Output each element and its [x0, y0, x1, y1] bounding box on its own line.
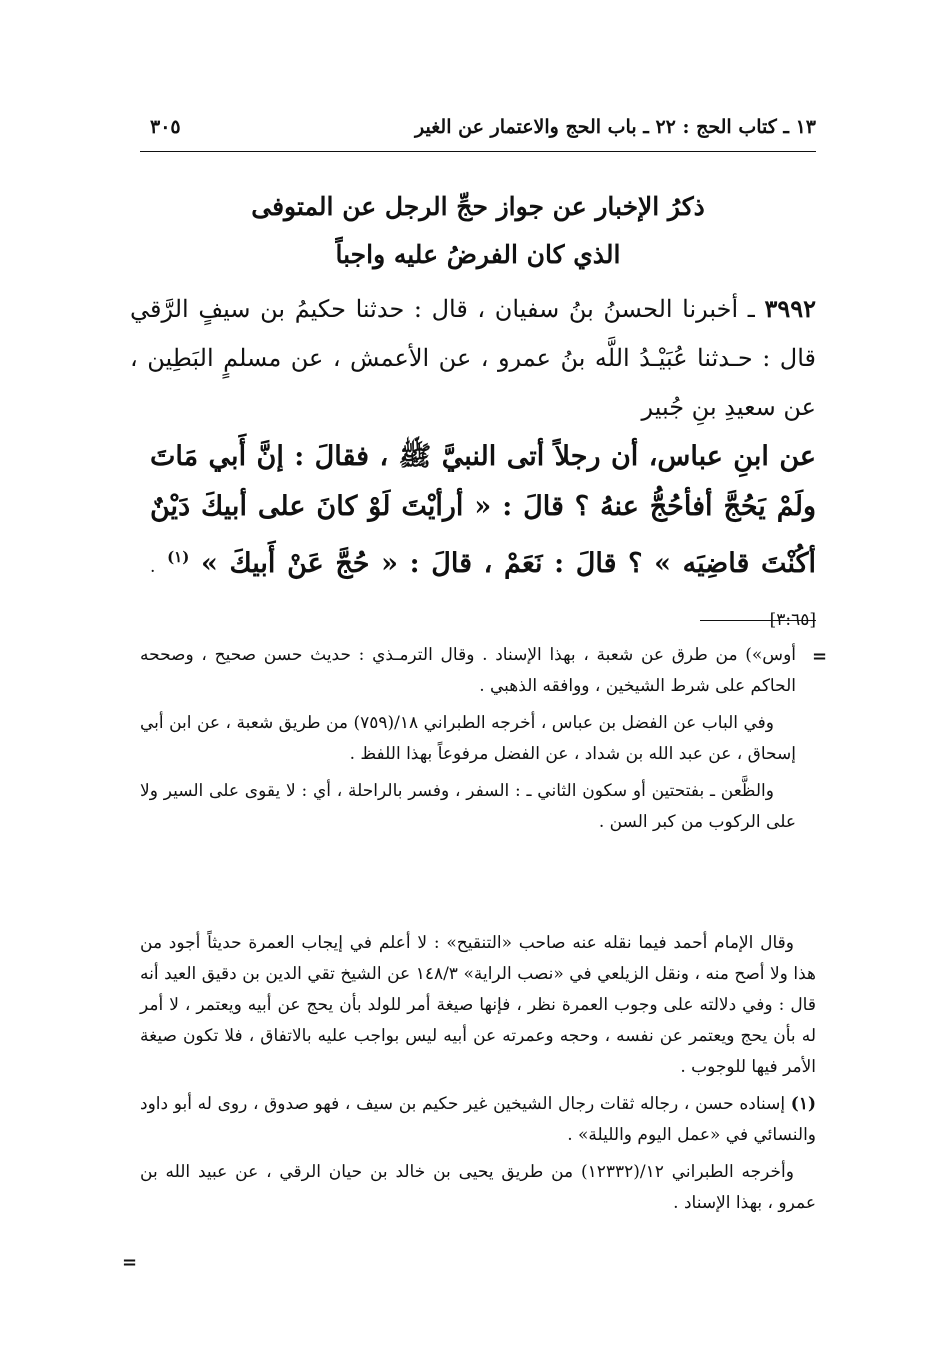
classification-reference: .[٣:٦٥]: [150, 557, 816, 630]
footnote-1-text: إسناده حسن ، رجاله ثقات رجال الشيخين غير حكيم بن سيف ، فهو صدوق ، روى له أبو داود والنسائي في «عمل اليوم والليلة» .: [140, 1094, 816, 1145]
footnote-separator: [700, 620, 816, 621]
footnote-paragraph: وقال الإمام أحمد فيما نقله عنه صاحب «التنقيح» : لا أعلم في إيجاب العمرة حديثاً أجود من هذا ولا أصح منه ، ونقل الزيلعي في «نصب الراية» ١٤٨/٣ عن الشيخ تقي الدين بن دقيق العيد أنه قال : وفي دلالته على وجوب العمرة نظر ، فإنها صيغة أمر للولد بأن يحج عن أبيه ويعتمر ، لا أمر له بأن يحج ويعتمر عن نفسه ، وحجه وعمرته عن أبيه ليس بواجب عليه بالاتفاق ، فلا تكون صيغة الأمر فيها للوجوب .: [140, 933, 817, 1077]
running-header: [140, 116, 816, 146]
running-title: ١٣ ـ كتاب الحج : ٢٢ ـ باب الحج والاعتمار عن الغير: [415, 116, 816, 138]
hadith-chain-text: ـ أخبرنا الحسنُ بنُ سفيان ، قال : حدثنا حكيمُ بن سيفٍ الرَّقي قال : حـدثنا عُبَيْـدُ اللَّه بنُ عمرو ، عن الأعمش ، عن مسلمٍ البَطِين ، عن سعيدِ بنِ جُبير: [130, 295, 816, 421]
footnotes-main: [140, 928, 816, 1225]
footnote-paragraph: وأخرجه الطبراني ١٢/(١٢٣٣٢) من طريق يحيى بن خالد بن حيان الرقي ، عن عبيد الله بن عمرو ، بهذا الإسناد .: [140, 1162, 816, 1213]
chapter-heading: [140, 183, 816, 279]
footnotes-continued: [140, 640, 796, 844]
footnote-marker: (١): [167, 548, 190, 566]
footnote-paragraph: أوس») من طرق عن شعبة ، بهذا الإسناد . وقال الترمـذي : حديث حسن صحيح ، وصححه الحاكم على شرط الشيخين ، ووافقه الذهبي .: [140, 645, 796, 696]
footnote-paragraph: والظَّعن ـ بفتحتين أو سكون الثاني ـ : السفر ، وفسر بالراحلة ، أي : لا يقوى على السير ولا على الركوب من كبر السن .: [140, 781, 796, 832]
chapter-heading-line-2: الذي كان الفرضُ عليه واجباً: [335, 240, 621, 269]
page-number: ٣٠٥: [150, 116, 181, 138]
footnote-1-number: (١): [790, 1094, 817, 1114]
hadith-chain: [130, 284, 816, 432]
header-rule: [140, 151, 816, 152]
footnote-1: [140, 1089, 816, 1151]
hadith-matn-text: عن ابنِ عباس، أن رجلاً أتى النبيَّ ﷺ ، فقالَ : إنَّ أَبي مَاتَ ولَمْ يَحُجَّ أفأحُجُّ عنهُ ؟ قالَ : « أرأيْتَ لَوْ كانَ على أبيكَ دَيْنٌ أكُنْتَ قاضِيَه » ؟ قالَ : نَعَمْ ، قالَ : « حُجَّ عَنْ أَبيكَ »: [150, 441, 817, 579]
continuation-marker-top: =: [812, 646, 828, 667]
chapter-heading-line-1: ذكرُ الإخبار عن جواز حجِّ الرجل عن المتوفى: [251, 192, 705, 221]
hadith-matn: [150, 432, 816, 645]
continuation-marker-bottom: =: [122, 1252, 138, 1273]
footnote-paragraph: وفي الباب عن الفضل بن عباس ، أخرجه الطبراني ١٨/(٧٥٩) من طريق شعبة ، عن ابن أبي إسحاق ، عن عبد الله بن شداد ، عن الفضل مرفوعاً بهذا اللفظ .: [140, 713, 796, 764]
hadith-number: ٣٩٩٢: [764, 294, 816, 323]
